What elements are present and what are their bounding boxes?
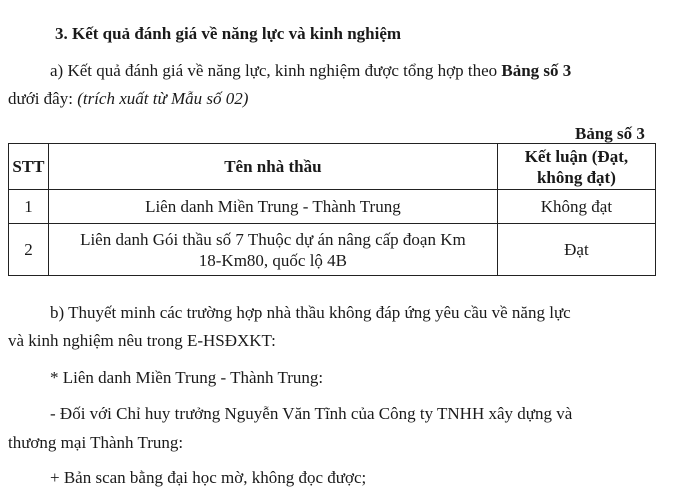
dash-paragraph-line-1: - Đối với Chỉ huy trưởng Nguyễn Văn Tĩnh của Công ty TNHH xây dựng và — [50, 404, 573, 423]
paragraph-a-note: (trích xuất từ Mẫu số 02) — [77, 89, 249, 108]
row-name-line-2: 18-Km80, quốc lộ 4B — [198, 250, 348, 270]
row-contractor-name — [48, 190, 497, 224]
paragraph-a-table-ref: Bảng số 3 — [501, 61, 572, 80]
paragraph-a-text-2: dưới đây: — [8, 89, 73, 108]
paragraph-a-line-2 — [8, 89, 248, 109]
paragraph-b-line-1: b) Thuyết minh các trường hợp nhà thầu không đáp ứng yêu cầu về năng lực — [50, 303, 571, 322]
row-name-line-1: Liên danh Gói thầu số 7 Thuộc dự án nâng cấp đoạn Km — [80, 229, 466, 249]
row-result: Đạt — [497, 224, 655, 276]
table-header-row — [9, 144, 656, 190]
row-stt: 2 — [9, 224, 49, 276]
header-result-line-2: không đạt) — [536, 167, 616, 187]
row-stt: 1 — [9, 190, 49, 224]
section-heading: 3. Kết quả đánh giá về năng lực và kinh nghiệm — [55, 24, 402, 43]
contractor-subheading: * Liên danh Miền Trung - Thành Trung: — [50, 368, 324, 387]
table-row — [9, 224, 656, 276]
header-result — [497, 144, 655, 190]
row-name-line-1: Liên danh Miền Trung - Thành Trung — [145, 197, 401, 216]
dash-paragraph-line-2: thương mại Thành Trung: — [8, 433, 184, 452]
header-contractor-name: Tên nhà thầu — [48, 144, 497, 190]
table-caption: Bảng số 3 — [575, 124, 645, 143]
header-result-line-1: Kết luận (Đạt, — [524, 146, 629, 166]
bullet-item: + Bản scan bằng đại học mờ, không đọc được; — [50, 468, 367, 487]
paragraph-b-line-2: và kinh nghiệm nêu trong E-HSĐXKT: — [8, 331, 276, 350]
header-stt: STT — [9, 144, 49, 190]
paragraph-a-text: a) Kết quả đánh giá về năng lực, kinh nghiệm được tổng hợp theo — [50, 61, 498, 80]
row-result: Không đạt — [497, 190, 655, 224]
table-row — [9, 190, 656, 224]
paragraph-a-line-1 — [50, 61, 571, 81]
row-contractor-name — [48, 224, 497, 276]
evaluation-table — [8, 143, 656, 276]
